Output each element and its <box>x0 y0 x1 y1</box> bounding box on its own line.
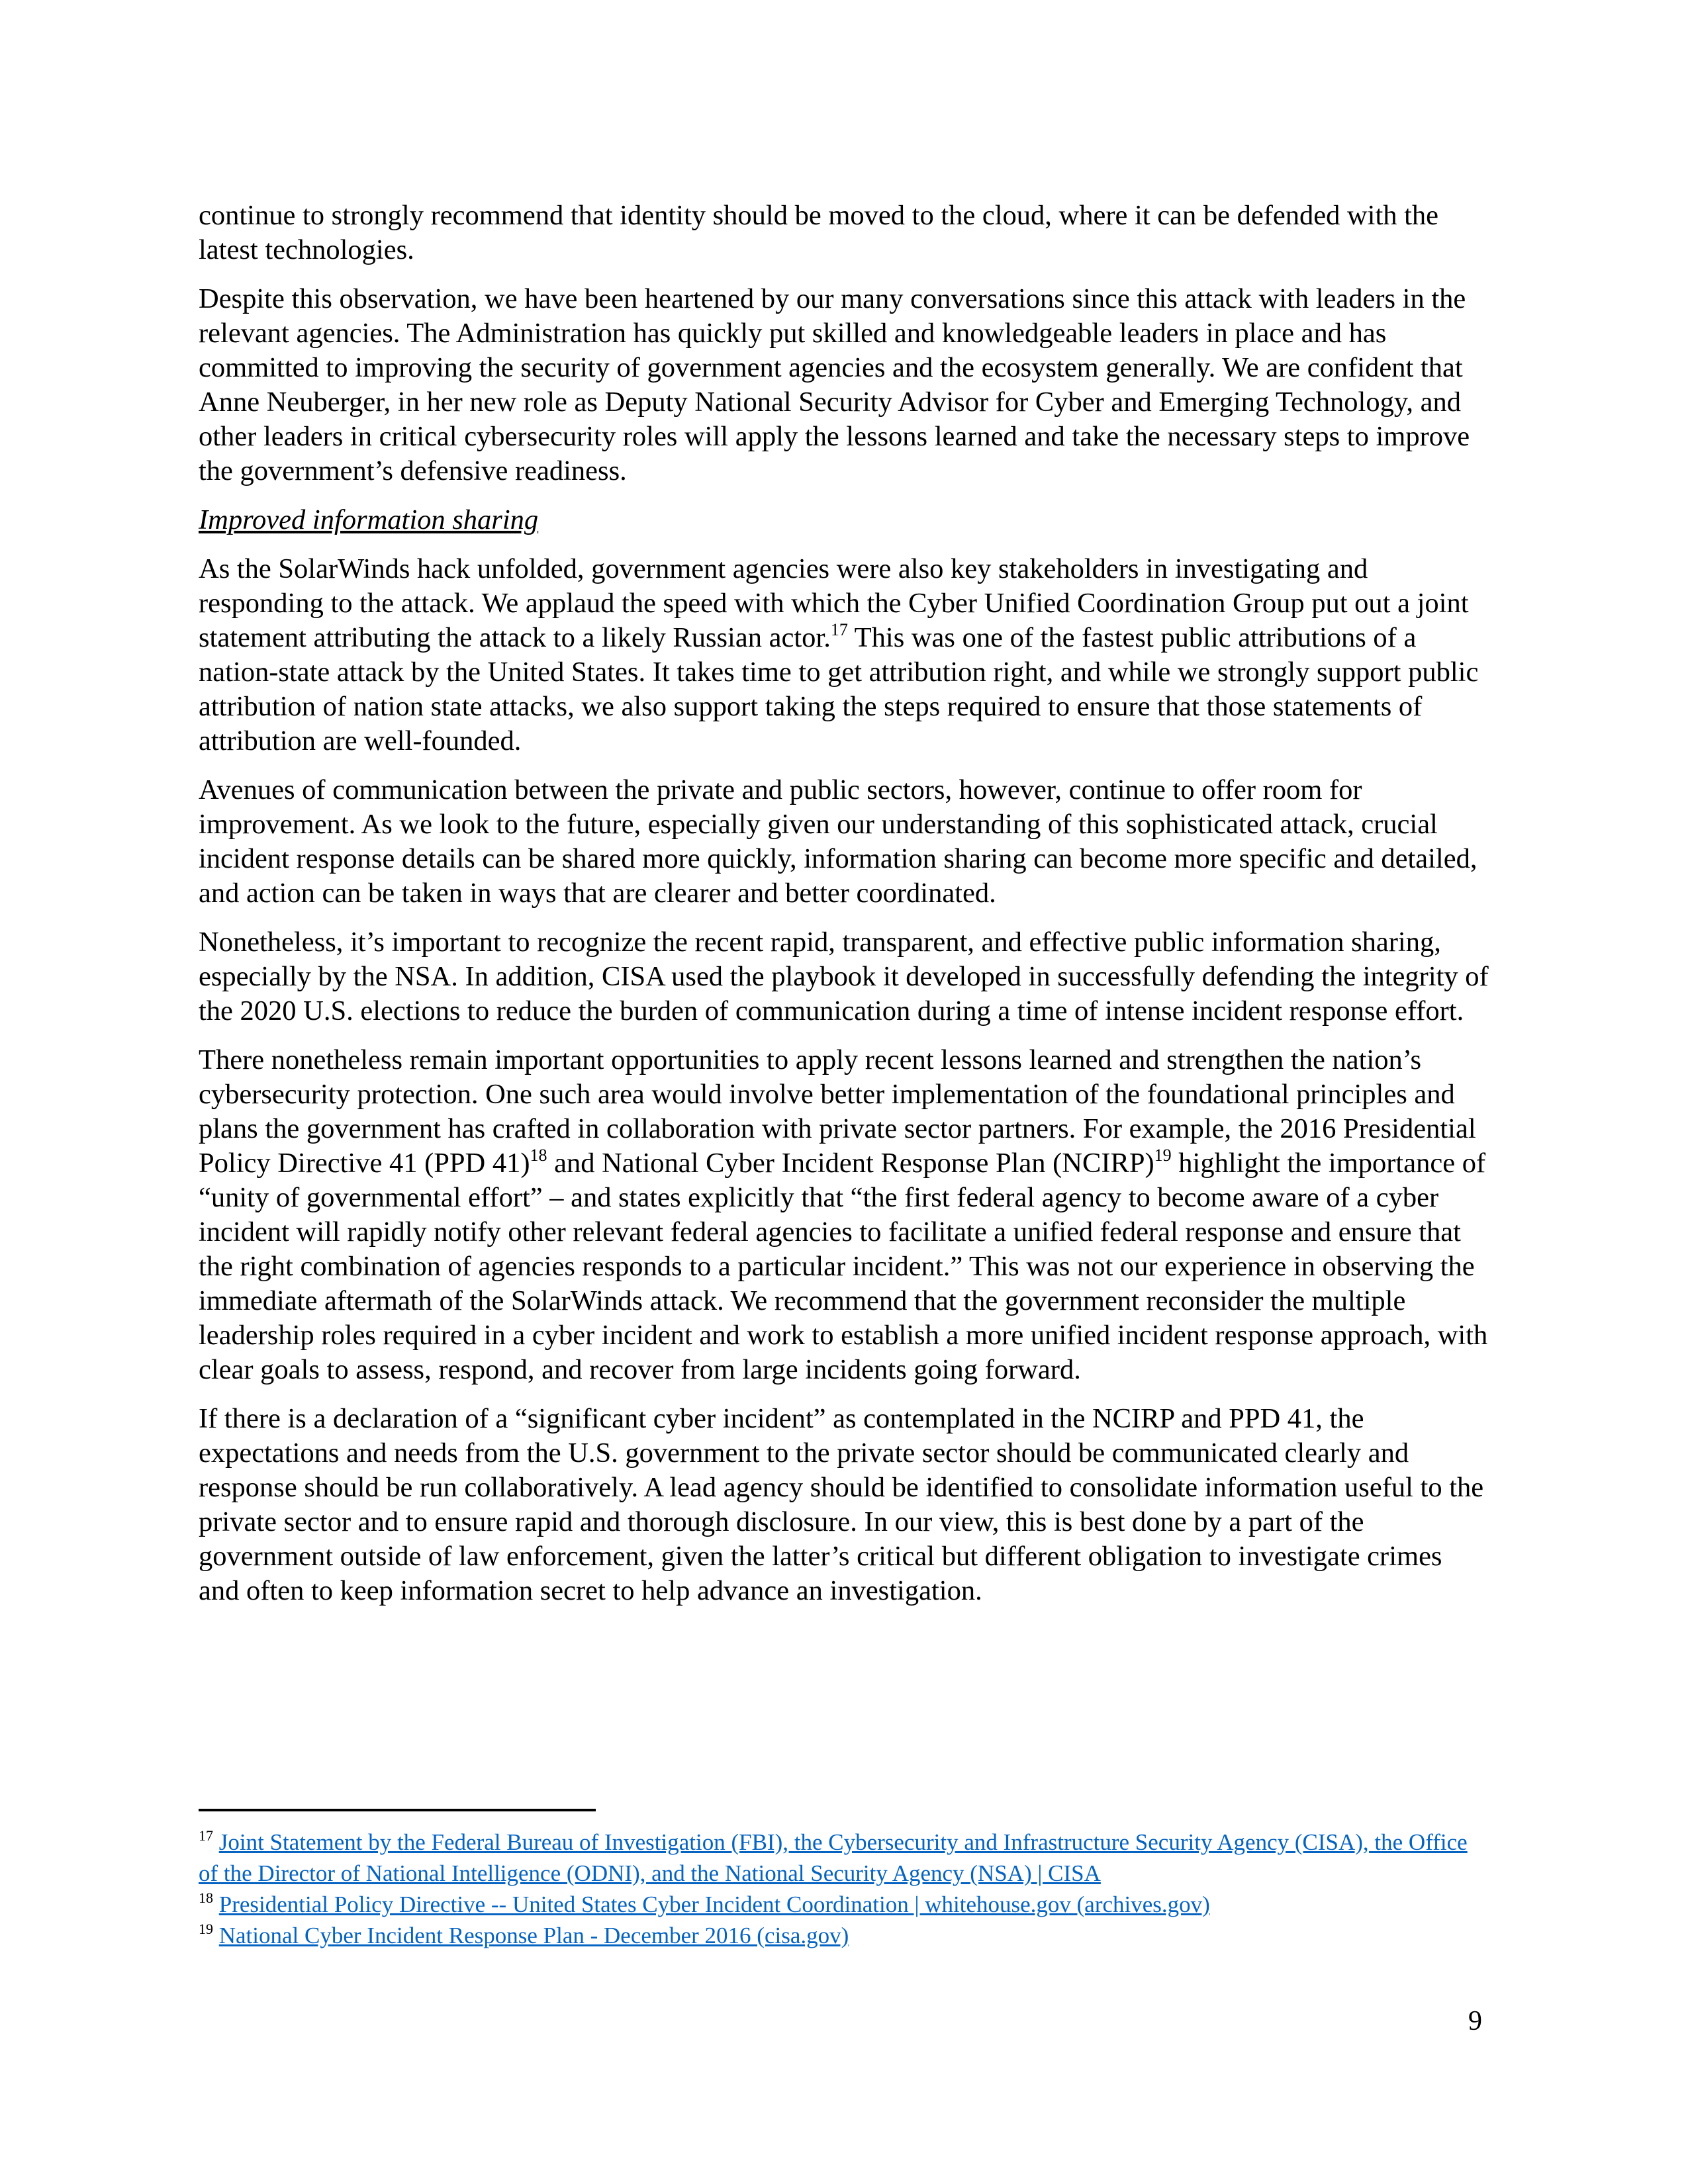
paragraph-text: and National Cyber Incident Response Plan (NCIRP) <box>547 1148 1154 1179</box>
paragraph-text: highlight the importance of “unity of governmental effort” – and states explicitly that “the first federal agency to become aware of a cyber incident will rapidly notify other relevant federal agencies to facilitate a unified federal response and ensure that the right combination of agencies responds to a particular incident.” This was not our experience in observing the immediate aftermath of the SolarWinds attack. We recommend that the government reconsider the multiple leadership roles required in a cyber incident and work to establish a more unified incident response approach, with clear goals to assess, respond, and recover from large incidents going forward. <box>199 1148 1488 1385</box>
paragraph-text: This was one of the fastest public attributions of a nation-state attack by the United States. It takes time to get attribution right, and while we strongly support public attribution of nation state attacks, we also support taking the steps required to ensure that those statements of attribution are well-founded. <box>199 622 1479 756</box>
paragraph: Nonetheless, it’s important to recognize the recent rapid, transparent, and effective public information sharing, especially by the NSA. In addition, CISA used the playbook it developed in successfully defending the integrity of the 2020 U.S. elections to reduce the burden of communication during a time of intense incident response effort. <box>199 927 1489 1026</box>
section-heading: Improved information sharing <box>199 504 539 535</box>
paragraph <box>199 552 1489 758</box>
paragraph: Avenues of communication between the private and public sectors, however, continue to offer room for improvement. As we look to the future, especially given our understanding of this sophisticated attack, crucial incident response details can be shared more quickly, information sharing can become more specific and detailed, and action can be taken in ways that are clearer and better coordinated. <box>199 774 1477 909</box>
paragraph: Despite this observation, we have been heartened by our many conversations since this attack with leaders in the relevant agencies. The Administration has quickly put skilled and knowledgeable leaders in place and has committed to improving the security of government agencies and the ecosystem generally. We are confident that Anne Neuberger, in her new role as Deputy National Security Advisor for Cyber and Emerging Technology, and other leaders in critical cybersecurity roles will apply the lessons learned and take the necessary steps to improve the government’s defensive readiness. <box>199 283 1470 486</box>
footnote-ref-18[interactable]: 18 <box>530 1146 547 1165</box>
paragraph-text: As the SolarWinds hack unfolded, government agencies were also key stakeholders in investigating and responding to the attack. We applaud the speed with which the Cyber Unified Coordination Group put out a joint statement attributing the attack to a likely Russian actor. <box>199 553 1469 653</box>
paragraph: If there is a declaration of a “significant cyber incident” as contemplated in the NCIRP and PPD 41, the expectations and needs from the U.S. government to the private sector should be communicated clearly and response should be run collaboratively. A lead agency should be identified to consolidate information useful to the private sector and to ensure rapid and thorough disclosure. In our view, this is best done by a part of the government outside of law enforcement, given the latter’s critical but different obligation to investigate crimes and often to keep information secret to help advance an investigation. <box>199 1403 1484 1606</box>
paragraph: continue to strongly recommend that identity should be moved to the cloud, where it can be defended with the latest technologies. <box>199 200 1439 265</box>
footnote-ref-19[interactable]: 19 <box>1154 1146 1172 1165</box>
footnote-separator <box>199 1809 596 1811</box>
footnote-link[interactable]: Presidential Policy Directive -- United States Cyber Incident Coordination | whitehouse.gov (archives.gov) <box>218 1891 1210 1917</box>
footnote-number: 18 <box>199 1889 213 1906</box>
footnote-ref-17[interactable]: 17 <box>830 620 848 639</box>
page-number: 9 <box>1468 2006 1482 2036</box>
footnote-number: 19 <box>199 1921 213 1937</box>
paragraph <box>199 1043 1489 1387</box>
document-body <box>199 199 1489 1623</box>
footnote-number: 17 <box>199 1827 213 1844</box>
footnotes <box>199 1827 1489 1951</box>
footnote-19 <box>199 1920 1489 1951</box>
footnote-link[interactable]: National Cyber Incident Response Plan - December 2016 (cisa.gov) <box>218 1923 849 1948</box>
paragraph-text: There nonetheless remain important opportunities to apply recent lessons learned and strengthen the nation’s cybersecurity protection. One such area would involve better implementation of the foundational principles and plans the government has crafted in collaboration with private sector partners. For example, the 2016 Presidential Policy Directive 41 (PPD 41) <box>199 1044 1476 1179</box>
footnote-link[interactable]: Joint Statement by the Federal Bureau of Investigation (FBI), the Cybersecurity and Infrastructure Security Agency (CISA), the Office of the Director of National Intelligence (ODNI), and the National Security Agency (NSA) | CISA <box>199 1829 1468 1886</box>
footnote-18 <box>199 1889 1489 1920</box>
footnote-17 <box>199 1827 1489 1889</box>
